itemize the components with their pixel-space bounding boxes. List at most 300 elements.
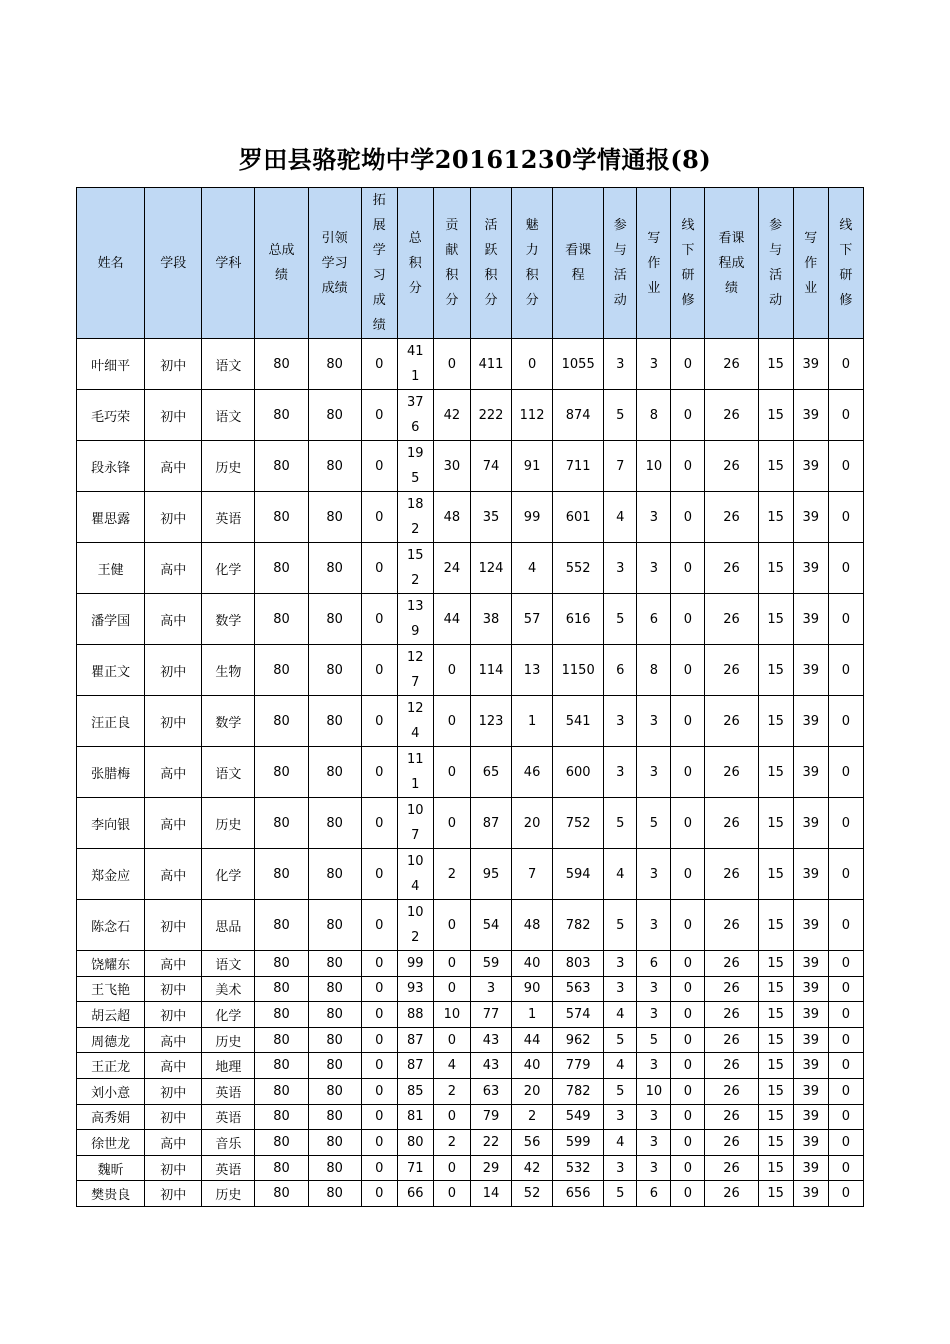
column-header: 总 积 分 [397, 188, 433, 339]
table-cell: 4 [604, 849, 637, 900]
table-cell: 陈念石 [77, 900, 145, 951]
table-cell: 3 [637, 1130, 671, 1156]
table-cell: 瞿思露 [77, 492, 145, 543]
table-cell: 4 [604, 1053, 637, 1079]
table-cell: 87 [470, 798, 511, 849]
table-cell: 0 [433, 747, 470, 798]
table-cell: 0 [671, 798, 705, 849]
table-cell: 0 [671, 543, 705, 594]
table-cell: 初中 [145, 1104, 202, 1130]
table-cell: 3 [637, 543, 671, 594]
table-cell: 3 [604, 747, 637, 798]
table-cell: 3 [604, 339, 637, 390]
table-cell: 2 [512, 1104, 553, 1130]
table-row [77, 951, 864, 977]
table-cell: 39 [793, 1181, 828, 1207]
table-cell: 616 [553, 594, 604, 645]
table-cell: 782 [553, 1078, 604, 1104]
table-cell: 26 [705, 1078, 758, 1104]
table-cell: 80 [255, 849, 308, 900]
table-cell: 0 [828, 543, 863, 594]
table-cell: 0 [361, 1104, 397, 1130]
table-row [77, 543, 864, 594]
table-cell: 2 [433, 1078, 470, 1104]
table-cell: 26 [705, 1053, 758, 1079]
table-cell: 38 [470, 594, 511, 645]
table-cell: 26 [705, 976, 758, 1002]
table-cell: 10 4 [397, 849, 433, 900]
table-cell: 80 [255, 951, 308, 977]
table-cell: 15 [758, 900, 793, 951]
table-cell: 3 [604, 696, 637, 747]
table-cell: 549 [553, 1104, 604, 1130]
report-table [76, 187, 864, 1207]
table-cell: 初中 [145, 339, 202, 390]
table-cell: 80 [308, 1053, 361, 1079]
table-cell: 叶细平 [77, 339, 145, 390]
table-cell: 6 [637, 1181, 671, 1207]
table-cell: 5 [604, 1181, 637, 1207]
table-cell: 3 [637, 1053, 671, 1079]
table-cell: 63 [470, 1078, 511, 1104]
table-cell: 80 [255, 1053, 308, 1079]
table-cell: 3 [637, 976, 671, 1002]
table-cell: 王正龙 [77, 1053, 145, 1079]
table-row [77, 492, 864, 543]
table-cell: 65 [470, 747, 511, 798]
table-cell: 0 [361, 543, 397, 594]
table-cell: 初中 [145, 1181, 202, 1207]
table-row [77, 441, 864, 492]
table-cell: 3 [637, 1104, 671, 1130]
table-cell: 88 [397, 1002, 433, 1028]
table-cell: 0 [671, 441, 705, 492]
table-cell: 3 [604, 543, 637, 594]
table-cell: 80 [308, 747, 361, 798]
column-header: 活 跃 积 分 [470, 188, 511, 339]
table-cell: 80 [308, 1104, 361, 1130]
table-cell: 26 [705, 951, 758, 977]
table-cell: 80 [308, 594, 361, 645]
table-row [77, 1181, 864, 1207]
table-cell: 初中 [145, 390, 202, 441]
table-cell: 5 [604, 900, 637, 951]
table-cell: 0 [828, 645, 863, 696]
table-cell: 8 [637, 645, 671, 696]
table-cell: 600 [553, 747, 604, 798]
column-header: 线 下 研 修 [828, 188, 863, 339]
table-cell: 初中 [145, 1155, 202, 1181]
column-header: 看课 程成 绩 [705, 188, 758, 339]
table-cell: 15 [758, 951, 793, 977]
table-cell: 87 [397, 1027, 433, 1053]
table-cell: 44 [433, 594, 470, 645]
table-cell: 3 [637, 900, 671, 951]
table-row [77, 900, 864, 951]
table-cell: 历史 [202, 798, 255, 849]
table-cell: 0 [828, 594, 863, 645]
table-cell: 80 [308, 1130, 361, 1156]
table-cell: 80 [308, 1181, 361, 1207]
table-cell: 39 [793, 849, 828, 900]
table-cell: 35 [470, 492, 511, 543]
table-cell: 26 [705, 441, 758, 492]
table-cell: 594 [553, 849, 604, 900]
table-row [77, 645, 864, 696]
table-cell: 85 [397, 1078, 433, 1104]
table-cell: 0 [828, 492, 863, 543]
table-cell: 80 [255, 696, 308, 747]
table-cell: 80 [308, 1155, 361, 1181]
table-cell: 80 [308, 492, 361, 543]
table-cell: 7 [604, 441, 637, 492]
table-cell: 6 [637, 951, 671, 977]
table-cell: 3 [604, 1104, 637, 1130]
table-cell: 初中 [145, 1002, 202, 1028]
table-cell: 4 [433, 1053, 470, 1079]
table-row [77, 390, 864, 441]
table-cell: 874 [553, 390, 604, 441]
table-cell: 3 [604, 976, 637, 1002]
table-cell: 563 [553, 976, 604, 1002]
table-cell: 39 [793, 696, 828, 747]
table-cell: 高中 [145, 849, 202, 900]
table-cell: 39 [793, 543, 828, 594]
table-cell: 2 [433, 849, 470, 900]
table-cell: 0 [671, 1155, 705, 1181]
table-cell: 26 [705, 1104, 758, 1130]
table-cell: 0 [433, 1155, 470, 1181]
column-header: 拓 展 学 习 成 绩 [361, 188, 397, 339]
table-cell: 80 [308, 1027, 361, 1053]
table-cell: 13 9 [397, 594, 433, 645]
table-cell: 0 [433, 1104, 470, 1130]
table-cell: 123 [470, 696, 511, 747]
table-cell: 历史 [202, 1027, 255, 1053]
table-cell: 24 [433, 543, 470, 594]
table-cell: 574 [553, 1002, 604, 1028]
table-cell: 80 [255, 1104, 308, 1130]
table-cell: 19 5 [397, 441, 433, 492]
table-cell: 4 [604, 492, 637, 543]
table-cell: 0 [361, 1053, 397, 1079]
table-cell: 26 [705, 339, 758, 390]
table-cell: 39 [793, 1027, 828, 1053]
table-cell: 潘学国 [77, 594, 145, 645]
table-cell: 初中 [145, 645, 202, 696]
table-cell: 15 [758, 339, 793, 390]
table-cell: 语文 [202, 390, 255, 441]
table-cell: 数学 [202, 696, 255, 747]
table-cell: 0 [361, 492, 397, 543]
table-cell: 39 [793, 645, 828, 696]
table-cell: 48 [512, 900, 553, 951]
column-header: 学科 [202, 188, 255, 339]
table-cell: 26 [705, 1130, 758, 1156]
table-cell: 0 [671, 645, 705, 696]
table-cell: 656 [553, 1181, 604, 1207]
table-cell: 87 [397, 1053, 433, 1079]
table-row [77, 976, 864, 1002]
table-cell: 0 [361, 976, 397, 1002]
table-cell: 0 [433, 1027, 470, 1053]
table-row [77, 798, 864, 849]
table-cell: 71 [397, 1155, 433, 1181]
table-cell: 42 [433, 390, 470, 441]
table-cell: 39 [793, 1104, 828, 1130]
table-row [77, 849, 864, 900]
table-cell: 40 [512, 951, 553, 977]
table-cell: 12 4 [397, 696, 433, 747]
table-row [77, 1053, 864, 1079]
page-title: 罗田县骆驼坳中学20161230学情通报(8) [238, 145, 712, 174]
table-cell: 26 [705, 594, 758, 645]
table-cell: 39 [793, 798, 828, 849]
table-cell: 93 [397, 976, 433, 1002]
table-cell: 3 [637, 849, 671, 900]
table-cell: 初中 [145, 696, 202, 747]
table-cell: 胡云超 [77, 1002, 145, 1028]
table-cell: 数学 [202, 594, 255, 645]
table-cell: 20 [512, 1078, 553, 1104]
table-cell: 饶耀东 [77, 951, 145, 977]
table-cell: 张腊梅 [77, 747, 145, 798]
table-cell: 0 [671, 1027, 705, 1053]
table-cell: 80 [308, 696, 361, 747]
table-cell: 80 [255, 798, 308, 849]
table-cell: 英语 [202, 1104, 255, 1130]
table-cell: 99 [512, 492, 553, 543]
table-row [77, 1027, 864, 1053]
table-cell: 43 [470, 1027, 511, 1053]
table-cell: 20 [512, 798, 553, 849]
table-cell: 0 [361, 696, 397, 747]
table-cell: 26 [705, 543, 758, 594]
table-cell: 80 [255, 645, 308, 696]
table-cell: 26 [705, 645, 758, 696]
table-cell: 0 [361, 1130, 397, 1156]
table-cell: 39 [793, 951, 828, 977]
table-cell: 15 [758, 849, 793, 900]
table-cell: 0 [361, 951, 397, 977]
table-cell: 初中 [145, 1078, 202, 1104]
table-cell: 91 [512, 441, 553, 492]
table-cell: 化学 [202, 849, 255, 900]
table-cell: 22 [470, 1130, 511, 1156]
table-cell: 80 [308, 976, 361, 1002]
table-cell: 0 [828, 976, 863, 1002]
table-cell: 532 [553, 1155, 604, 1181]
table-cell: 王健 [77, 543, 145, 594]
table-cell: 3 [637, 492, 671, 543]
table-cell: 15 [758, 1130, 793, 1156]
table-cell: 962 [553, 1027, 604, 1053]
table-cell: 80 [308, 339, 361, 390]
table-cell: 10 2 [397, 900, 433, 951]
table-cell: 0 [671, 1181, 705, 1207]
table-cell: 毛巧荣 [77, 390, 145, 441]
table-cell: 2 [433, 1130, 470, 1156]
table-cell: 39 [793, 492, 828, 543]
table-cell: 化学 [202, 543, 255, 594]
table-cell: 3 [604, 951, 637, 977]
table-cell: 39 [793, 900, 828, 951]
table-cell: 7 [512, 849, 553, 900]
table-cell: 26 [705, 696, 758, 747]
table-cell: 11 1 [397, 747, 433, 798]
table-cell: 0 [828, 1104, 863, 1130]
table-cell: 0 [512, 339, 553, 390]
table-cell: 80 [308, 390, 361, 441]
table-cell: 752 [553, 798, 604, 849]
table-cell: 3 [637, 1002, 671, 1028]
table-cell: 0 [828, 1027, 863, 1053]
table-cell: 英语 [202, 1155, 255, 1181]
table-cell: 80 [255, 441, 308, 492]
table-cell: 6 [637, 594, 671, 645]
table-cell: 0 [361, 849, 397, 900]
table-row [77, 1130, 864, 1156]
table-cell: 刘小意 [77, 1078, 145, 1104]
table-cell: 54 [470, 900, 511, 951]
table-cell: 5 [604, 1078, 637, 1104]
table-cell: 0 [828, 849, 863, 900]
table-cell: 80 [397, 1130, 433, 1156]
table-cell: 初中 [145, 976, 202, 1002]
table-cell: 80 [255, 339, 308, 390]
table-cell: 高中 [145, 594, 202, 645]
table-cell: 语文 [202, 747, 255, 798]
table-cell: 601 [553, 492, 604, 543]
table-cell: 0 [361, 645, 397, 696]
table-cell: 0 [361, 1002, 397, 1028]
table-row [77, 696, 864, 747]
table-cell: 0 [433, 696, 470, 747]
table-row [77, 594, 864, 645]
table-cell: 思品 [202, 900, 255, 951]
table-cell: 15 [758, 1155, 793, 1181]
table-cell: 0 [433, 798, 470, 849]
table-cell: 0 [671, 1078, 705, 1104]
table-cell: 英语 [202, 1078, 255, 1104]
table-cell: 803 [553, 951, 604, 977]
table-cell: 0 [361, 900, 397, 951]
table-cell: 1055 [553, 339, 604, 390]
table-cell: 40 [512, 1053, 553, 1079]
table-cell: 魏昕 [77, 1155, 145, 1181]
table-cell: 29 [470, 1155, 511, 1181]
table-cell: 52 [512, 1181, 553, 1207]
table-cell: 5 [604, 594, 637, 645]
table-cell: 80 [308, 798, 361, 849]
table-cell: 80 [255, 1027, 308, 1053]
table-cell: 5 [604, 390, 637, 441]
table-cell: 10 [433, 1002, 470, 1028]
table-cell: 0 [433, 900, 470, 951]
table-cell: 15 [758, 1053, 793, 1079]
table-cell: 80 [255, 1002, 308, 1028]
table-cell: 80 [308, 645, 361, 696]
table-cell: 美术 [202, 976, 255, 1002]
table-cell: 90 [512, 976, 553, 1002]
table-cell: 周德龙 [77, 1027, 145, 1053]
table-row [77, 1104, 864, 1130]
table-cell: 39 [793, 594, 828, 645]
table-cell: 0 [828, 1053, 863, 1079]
table-cell: 30 [433, 441, 470, 492]
table-cell: 26 [705, 1155, 758, 1181]
table-cell: 39 [793, 976, 828, 1002]
table-cell: 音乐 [202, 1130, 255, 1156]
table-cell: 5 [604, 798, 637, 849]
table-cell: 徐世龙 [77, 1130, 145, 1156]
table-cell: 15 [758, 492, 793, 543]
table-cell: 74 [470, 441, 511, 492]
table-cell: 112 [512, 390, 553, 441]
table-cell: 0 [671, 339, 705, 390]
table-cell: 3 [470, 976, 511, 1002]
table-cell: 15 [758, 1104, 793, 1130]
table-cell: 0 [433, 339, 470, 390]
table-cell: 26 [705, 390, 758, 441]
table-cell: 80 [255, 594, 308, 645]
table-cell: 124 [470, 543, 511, 594]
table-cell: 3 [637, 339, 671, 390]
table-cell: 瞿正文 [77, 645, 145, 696]
table-cell: 66 [397, 1181, 433, 1207]
table-cell: 郑金应 [77, 849, 145, 900]
table-row [77, 339, 864, 390]
table-cell: 80 [255, 1155, 308, 1181]
table-cell: 0 [828, 1078, 863, 1104]
table-cell: 0 [361, 390, 397, 441]
table-cell: 0 [671, 492, 705, 543]
table-cell: 高秀娟 [77, 1104, 145, 1130]
column-header: 姓名 [77, 188, 145, 339]
table-cell: 80 [308, 441, 361, 492]
table-cell: 0 [828, 1002, 863, 1028]
table-cell: 0 [671, 594, 705, 645]
table-cell: 李向银 [77, 798, 145, 849]
table-cell: 0 [671, 1053, 705, 1079]
table-cell: 高中 [145, 543, 202, 594]
table-cell: 15 [758, 696, 793, 747]
table-cell: 411 [470, 339, 511, 390]
table-cell: 26 [705, 1181, 758, 1207]
table-cell: 41 1 [397, 339, 433, 390]
table-row [77, 1078, 864, 1104]
table-cell: 57 [512, 594, 553, 645]
table-cell: 语文 [202, 951, 255, 977]
table-cell: 26 [705, 900, 758, 951]
table-cell: 80 [308, 849, 361, 900]
table-cell: 15 [758, 976, 793, 1002]
table-cell: 汪正良 [77, 696, 145, 747]
table-cell: 高中 [145, 1130, 202, 1156]
table-cell: 39 [793, 441, 828, 492]
table-cell: 1 [512, 696, 553, 747]
table-cell: 1150 [553, 645, 604, 696]
table-cell: 10 7 [397, 798, 433, 849]
table-cell: 15 2 [397, 543, 433, 594]
table-cell: 语文 [202, 339, 255, 390]
table-cell: 0 [361, 339, 397, 390]
table-cell: 26 [705, 492, 758, 543]
table-cell: 13 [512, 645, 553, 696]
table-cell: 0 [361, 441, 397, 492]
table-cell: 高中 [145, 1053, 202, 1079]
table-cell: 12 7 [397, 645, 433, 696]
